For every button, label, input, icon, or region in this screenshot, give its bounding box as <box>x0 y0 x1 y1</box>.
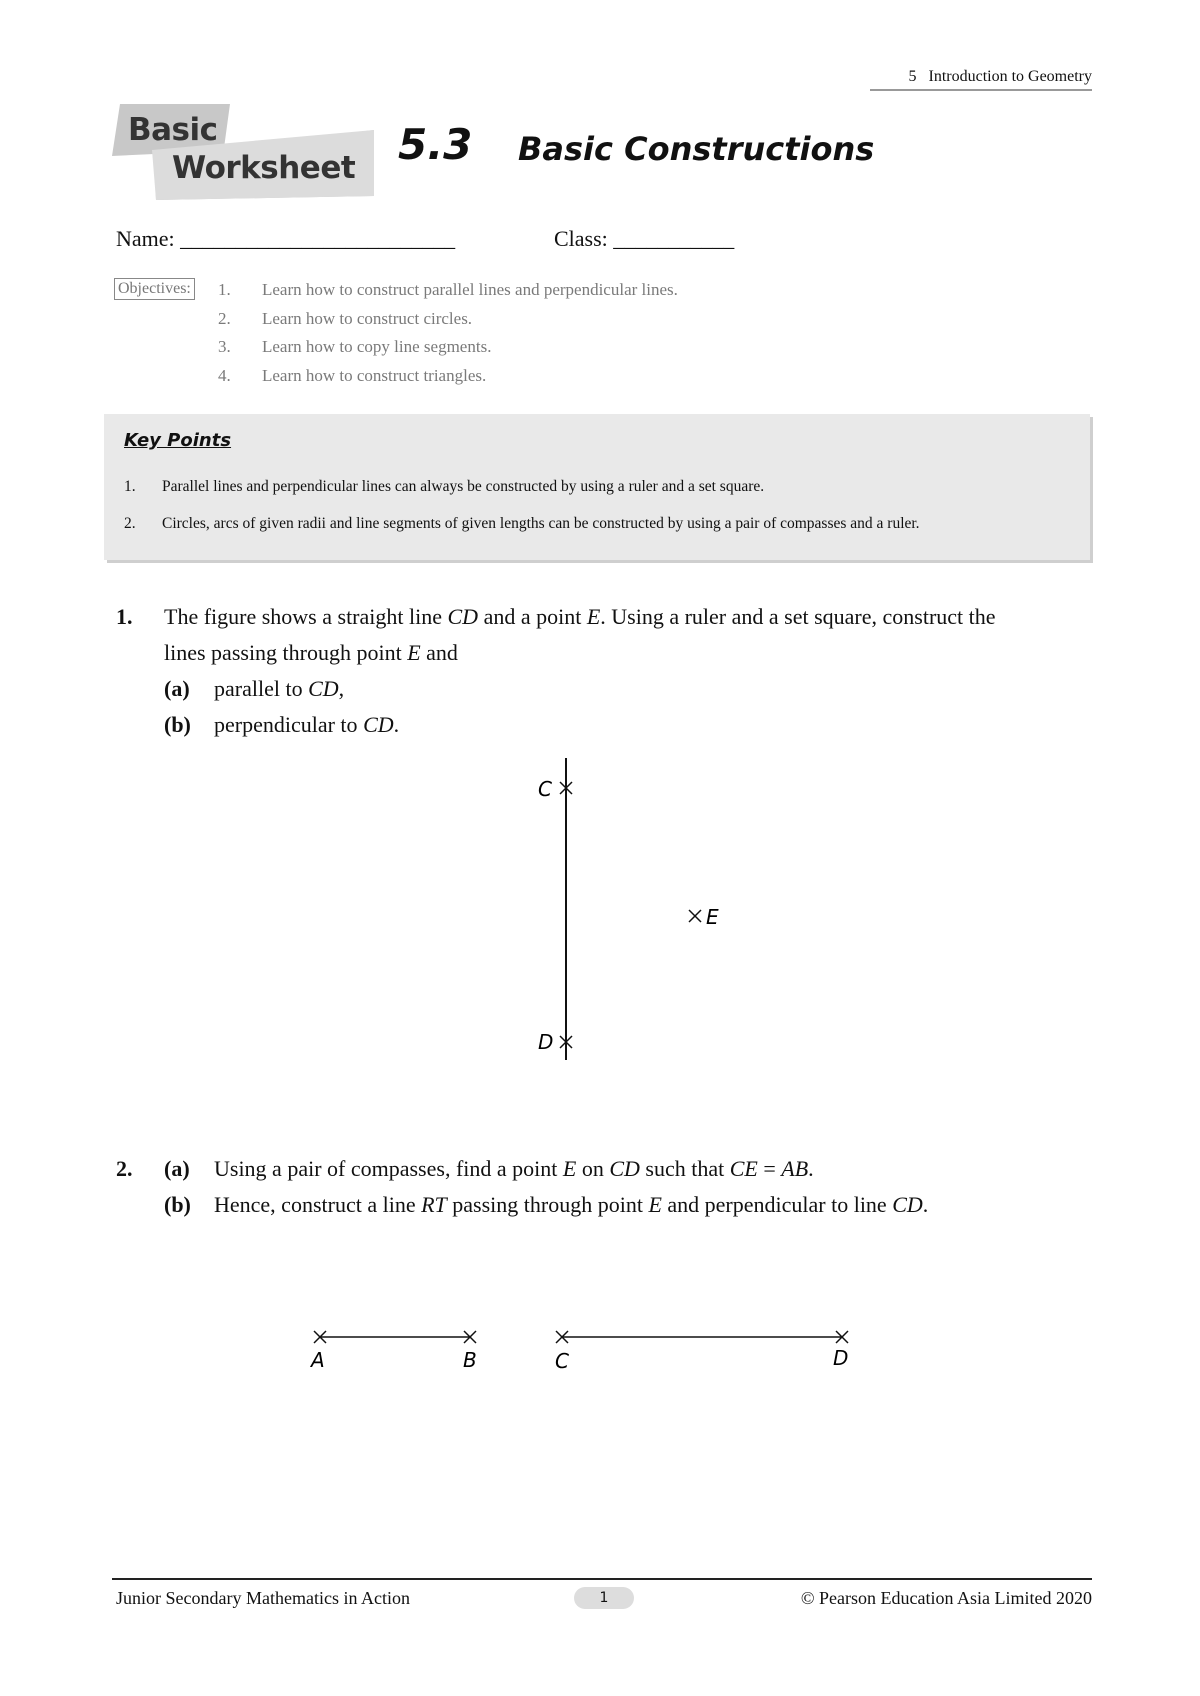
objective-item <box>218 309 678 338</box>
section-title: Basic Constructions <box>518 130 875 168</box>
q2a-text: . <box>808 1156 814 1181</box>
question-1b <box>164 712 399 738</box>
part-label: (a) <box>164 676 190 701</box>
q2b-var: CD <box>892 1192 923 1217</box>
q1-text: lines passing through point <box>164 640 408 665</box>
objective-text: Learn how to construct circles. <box>262 308 473 328</box>
question-number: 2. <box>116 1156 133 1181</box>
q1-text: and <box>420 640 458 665</box>
question-1a <box>164 676 344 702</box>
q2a-text: = <box>757 1156 782 1181</box>
q1-text: . Using a ruler and a set square, construct the <box>600 604 996 629</box>
q2a-var: E <box>562 1156 577 1181</box>
q1b-end: . <box>393 712 400 737</box>
objective-number: 3. <box>218 337 231 356</box>
question-number: 1. <box>116 604 133 629</box>
q1b-var: CD <box>363 712 394 737</box>
chapter-title: Introduction to Geometry <box>928 68 1092 85</box>
page-number: 1 <box>574 1587 634 1609</box>
q2a-var: AB <box>781 1156 809 1181</box>
question-1 <box>116 604 996 630</box>
figure-1 <box>520 758 740 1068</box>
class-field: Class: ___________ <box>554 226 735 251</box>
key-point-number: 2. <box>124 515 136 532</box>
q2b-text: Hence, construct a line <box>214 1192 422 1217</box>
objective-number: 2. <box>218 308 231 328</box>
q1-var: CD <box>447 604 479 629</box>
question-2b <box>164 1192 928 1218</box>
part-label: (b) <box>164 1192 191 1217</box>
label-a: A <box>311 1348 325 1372</box>
q1a-text: parallel to <box>214 676 309 701</box>
footer-rule <box>112 1578 1092 1580</box>
name-field: Name: _________________________ <box>116 226 456 251</box>
objective-number: 4. <box>218 365 231 385</box>
objective-text: Learn how to construct parallel lines and perpendicular lines. <box>262 280 678 299</box>
part-label: (a) <box>164 1156 190 1181</box>
footer-copyright: © Pearson Education Asia Limited 2020 <box>800 1588 1092 1608</box>
q2b-text: and perpendicular to line <box>661 1192 893 1217</box>
q2b-var: E <box>648 1192 662 1217</box>
key-point-item <box>124 515 920 533</box>
q2b-text: . <box>922 1192 929 1217</box>
key-point-text: Parallel lines and perpendicular lines can always be constructed by using a ruler and a set square. <box>162 478 765 495</box>
section-number: 5.3 <box>398 120 473 169</box>
q2b-text: passing through point <box>446 1192 649 1217</box>
label-d: D <box>538 1030 554 1054</box>
objective-item <box>218 280 678 309</box>
badge-line1: Basic <box>128 112 218 148</box>
label-c: C <box>555 1349 569 1373</box>
key-point-text: Circles, arcs of given radii and line segments of given lengths can be constructed by using a pair of compasses and a ruler. <box>162 515 920 532</box>
worksheet-badge <box>112 100 390 202</box>
q2a-text: on <box>576 1156 610 1181</box>
objectives-label: Objectives: <box>114 278 195 300</box>
question-2a <box>116 1156 814 1182</box>
key-point-item <box>124 478 764 496</box>
q1-text: and a point <box>478 604 587 629</box>
objective-item <box>218 366 678 395</box>
key-points-title: Key Points <box>124 430 232 451</box>
footer-book-title: Junior Secondary Mathematics in Action <box>116 1588 410 1608</box>
q1-var: E <box>586 604 601 629</box>
objective-number: 1. <box>218 280 231 299</box>
label-b: B <box>463 1348 477 1372</box>
key-point-number: 1. <box>124 478 136 495</box>
q1-text: The figure shows a straight line <box>164 604 448 629</box>
key-points-box <box>104 414 1090 560</box>
chapter-header <box>870 68 1092 91</box>
objective-text: Learn how to construct triangles. <box>262 365 487 385</box>
point-e-mark <box>689 910 701 922</box>
objective-text: Learn how to copy line segments. <box>262 337 492 356</box>
q1b-text: perpendicular to <box>214 712 364 737</box>
q2a-text: such that <box>639 1156 730 1181</box>
objectives-list <box>218 280 678 394</box>
q2a-text: Using a pair of compasses, find a point <box>214 1156 563 1181</box>
q2b-var: RT <box>421 1192 447 1217</box>
q2a-var: CD <box>609 1156 640 1181</box>
label-d: D <box>833 1346 849 1370</box>
q2a-var: CE <box>729 1156 758 1181</box>
objective-item <box>218 337 678 366</box>
label-c: C <box>538 777 552 801</box>
figure-2 <box>300 1320 870 1380</box>
question-1-line2 <box>164 640 458 666</box>
q1-var: E <box>407 640 421 665</box>
chapter-number: 5 <box>908 68 917 85</box>
part-label: (b) <box>164 712 191 737</box>
label-e: E <box>706 905 719 929</box>
q1a-end: , <box>338 676 345 701</box>
badge-line2: Worksheet <box>172 150 356 186</box>
q1a-var: CD <box>308 676 339 701</box>
